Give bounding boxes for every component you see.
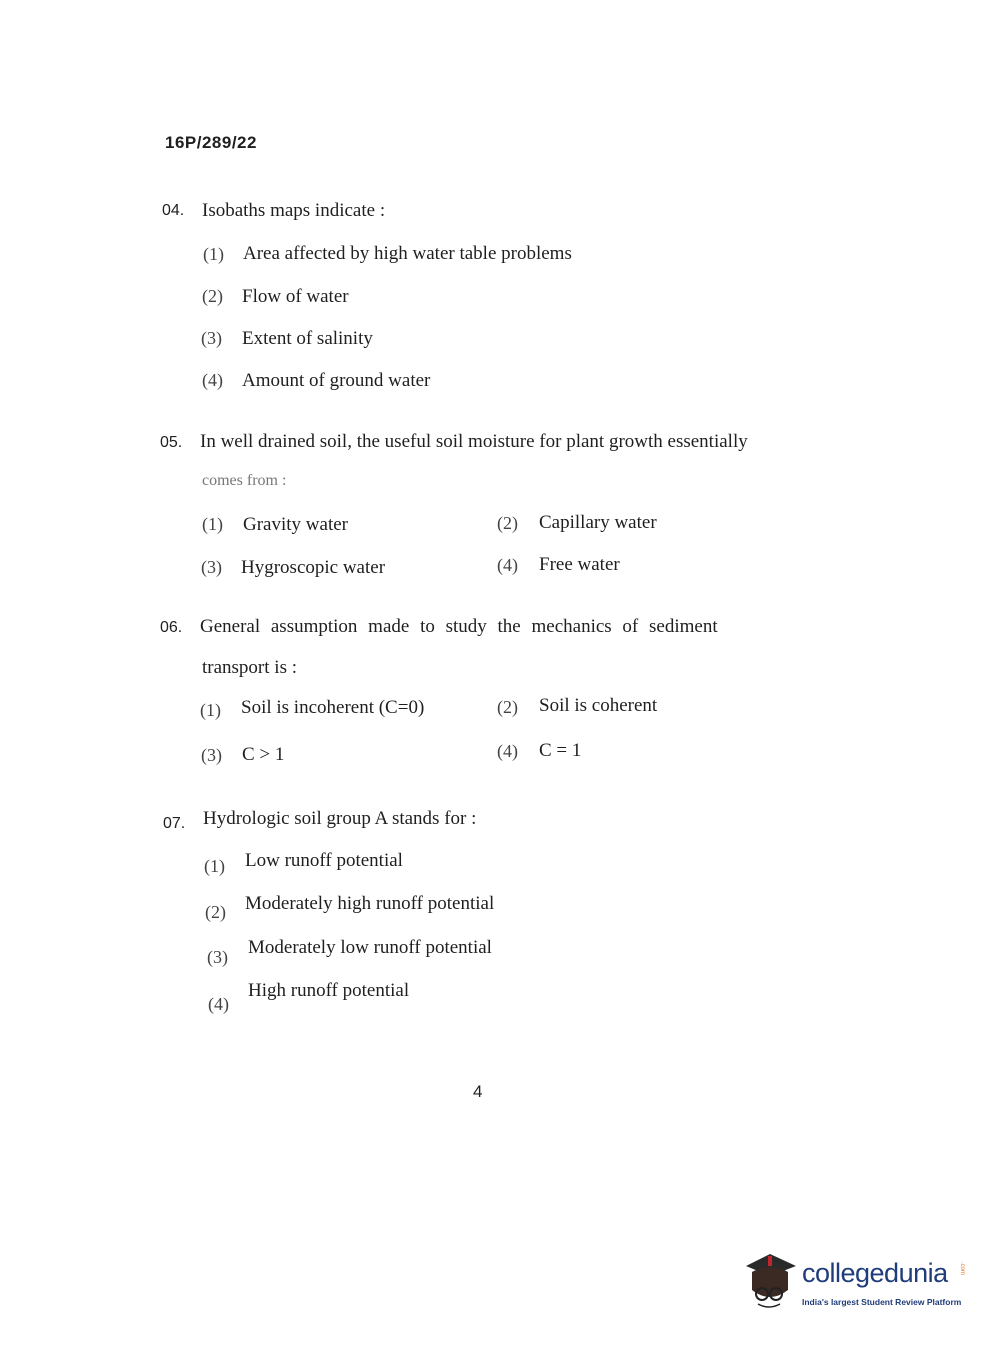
option-number: (4) [497,741,518,761]
option-number: (4) [497,555,518,575]
option-number: (2) [497,697,518,717]
option-number: (1) [200,700,221,720]
option-text: Free water [539,554,620,575]
option-text: C > 1 [242,744,285,765]
question-number: 05. [160,434,183,451]
logo-wordmark: collegedunia [802,1258,948,1288]
option-text: Soil is incoherent (C=0) [241,697,425,718]
option-text: Gravity water [243,514,348,535]
option-text: Amount of ground water [242,370,431,391]
option-text: Soil is coherent [539,695,658,716]
option-number: (3) [201,328,222,348]
option-number: (3) [201,745,222,765]
option-number: (4) [202,370,223,390]
paper-code: 16P/289/22 [165,133,257,152]
option-text: Low runoff potential [245,850,403,871]
question-text-continued: transport is : [202,657,297,678]
option-text: High runoff potential [248,980,410,1001]
option-text: Hygroscopic water [241,557,386,578]
question-number: 07. [163,815,186,832]
collegedunia-watermark [742,1250,972,1320]
option-number: (3) [201,557,222,577]
option-text: Extent of salinity [242,328,373,349]
question-number: 04. [162,202,185,219]
option-number: (4) [208,994,229,1014]
option-text: C = 1 [539,740,582,761]
question-text: Isobaths maps indicate : [202,200,386,221]
page-number: 4 [473,1082,483,1101]
option-number: (2) [202,286,223,306]
question-text-continued: comes from : [202,472,287,489]
option-text: Area affected by high water table problems [243,243,572,264]
question-text: Hydrologic soil group A stands for : [203,808,477,829]
option-number: (3) [207,947,228,967]
logo-tagline: India's largest Student Review Platform [802,1297,962,1307]
option-number: (1) [204,856,225,876]
question-text: General assumption made to study the mechanics of sediment [200,616,718,637]
logo-domain-suffix: .com [959,1262,965,1276]
option-number: (1) [203,244,224,264]
mascot-graduation-cap-icon [742,1250,800,1312]
question-text: In well drained soil, the useful soil moisture for plant growth essentially [200,431,748,452]
option-text: Moderately high runoff potential [245,893,495,914]
option-number: (2) [205,902,226,922]
option-text: Capillary water [539,512,657,533]
option-number: (1) [202,514,223,534]
option-text: Moderately low runoff potential [248,937,492,958]
option-number: (2) [497,513,518,533]
option-text: Flow of water [242,286,349,307]
question-number: 06. [160,619,183,636]
